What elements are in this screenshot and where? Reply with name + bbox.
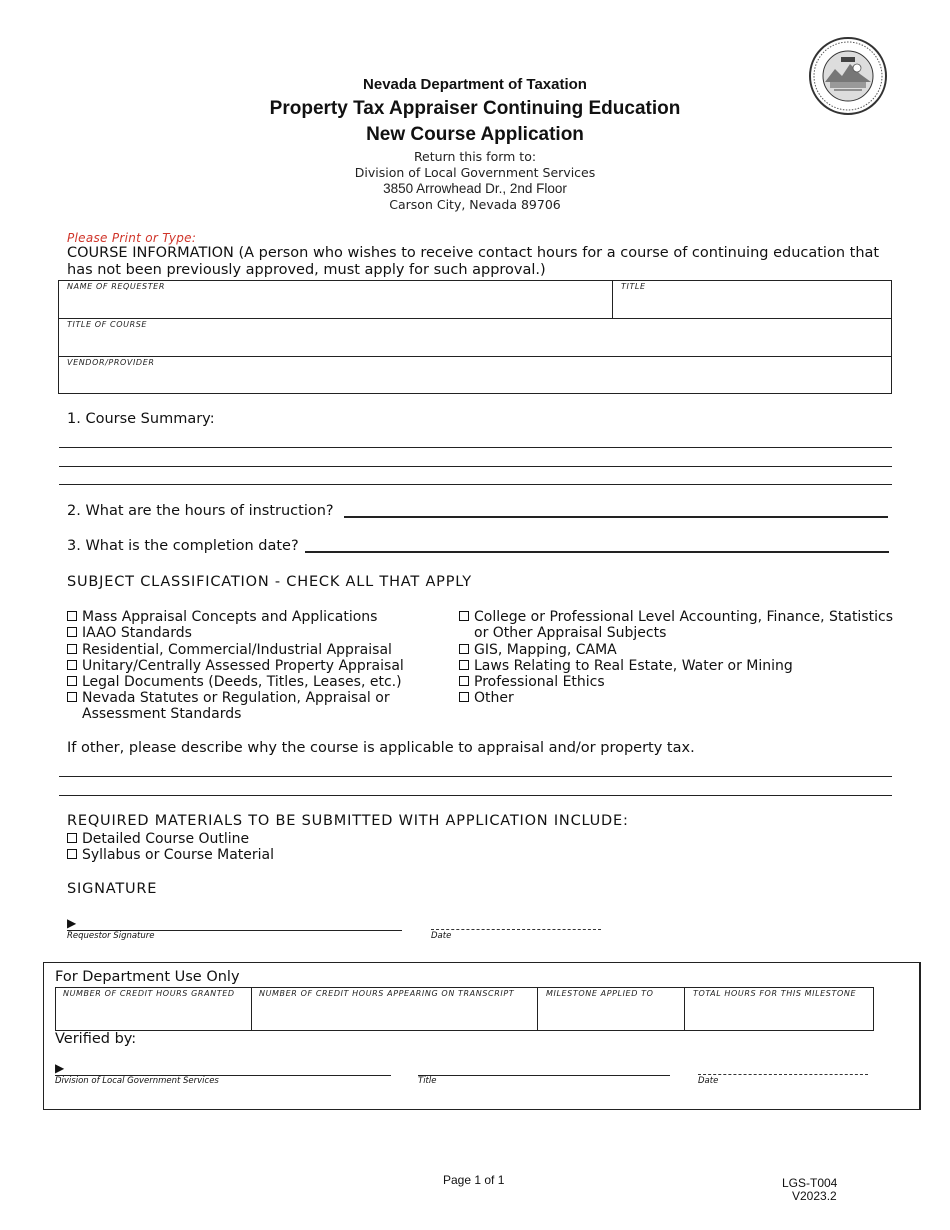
checkbox-item[interactable]: Unitary/Centrally Assessed Property Appraisal [67, 658, 427, 674]
checkbox[interactable] [67, 692, 77, 702]
form-version: V2023.2 [792, 1189, 837, 1203]
checkbox-item[interactable]: Syllabus or Course Material [67, 847, 427, 863]
checkbox-item[interactable]: Laws Relating to Real Estate, Water or Mining [459, 658, 879, 674]
checkbox-item[interactable]: Professional Ethics [459, 674, 879, 690]
page-number: Page 1 of 1 [443, 1173, 505, 1187]
course-summary-label: 1. Course Summary: [67, 411, 215, 427]
vendor-provider-field[interactable] [59, 357, 891, 393]
verifier-title-line[interactable] [418, 1075, 670, 1076]
form-subtitle: New Course Application [366, 124, 584, 145]
title-of-course-field[interactable] [59, 319, 891, 355]
checkbox[interactable] [459, 644, 469, 654]
name-of-requester-label: NAME OF REQUESTER [67, 282, 165, 291]
checkbox-item[interactable]: Other [459, 690, 879, 706]
nevada-state-seal-icon [808, 36, 888, 116]
checkbox[interactable] [67, 676, 77, 686]
checkbox[interactable] [67, 627, 77, 637]
verified-by-label: Verified by: [55, 1031, 137, 1047]
form-title: Property Tax Appraiser Continuing Education [269, 98, 681, 119]
print-note: Please Print or Type: [67, 231, 197, 245]
checkbox-item[interactable]: IAAO Standards [67, 625, 427, 641]
checkbox-item[interactable]: Legal Documents (Deeds, Titles, Leases, etc.) [67, 674, 427, 690]
checkbox[interactable] [459, 660, 469, 670]
checkbox-item[interactable]: GIS, Mapping, CAMA [459, 642, 879, 658]
checkbox[interactable] [67, 833, 77, 843]
checkbox[interactable] [67, 849, 77, 859]
checkbox-item[interactable]: Mass Appraisal Concepts and Applications [67, 609, 427, 625]
return-instructions: Return this form to: [413, 149, 537, 164]
credit-hours-granted-label: NUMBER OF CREDIT HOURS GRANTED [63, 989, 235, 998]
checkbox[interactable] [67, 660, 77, 670]
arrow-icon: ▶ [67, 916, 77, 930]
milestone-applied-label: MILESTONE APPLIED TO [546, 989, 654, 998]
checkbox-item[interactable]: Nevada Statutes or Regulation, Appraisal or Assessment Standards [67, 690, 422, 722]
title-field[interactable] [614, 281, 890, 317]
course-summary-line[interactable] [59, 484, 892, 485]
form-id: LGS-T004 [782, 1176, 838, 1190]
signature-heading: SIGNATURE [67, 881, 158, 897]
verifier-date-line[interactable] [698, 1074, 868, 1075]
credit-hours-transcript-label: NUMBER OF CREDIT HOURS APPEARING ON TRANSCRIPT [259, 989, 515, 998]
signature-date-line[interactable] [431, 929, 601, 930]
required-materials-heading: REQUIRED MATERIALS TO BE SUBMITTED WITH APPLICATION INCLUDE: [67, 813, 629, 829]
completion-date-input-line[interactable] [305, 551, 889, 553]
course-information-heading: COURSE INFORMATION (A person who wishes to receive contact hours for a course of continuing education that has not been previously approved, must apply for such approval.) [67, 245, 880, 278]
vendor-provider-label: VENDOR/PROVIDER [67, 358, 155, 367]
total-hours-label: TOTAL HOURS FOR THIS MILESTONE [693, 989, 857, 998]
other-description-line[interactable] [59, 795, 892, 796]
other-description-line[interactable] [59, 776, 892, 777]
requestor-signature-label: Requestor Signature [67, 931, 155, 941]
signature-date-label: Date [431, 931, 452, 941]
checkbox-item[interactable]: Detailed Course Outline [67, 831, 427, 847]
course-summary-line[interactable] [59, 447, 892, 448]
other-description-prompt: If other, please describe why the course is applicable to appraisal and/or property tax. [67, 740, 695, 756]
title-of-course-label: TITLE OF COURSE [67, 320, 148, 329]
checkbox[interactable] [67, 644, 77, 654]
checkbox[interactable] [459, 611, 469, 621]
completion-date-question: 3. What is the completion date? [67, 538, 299, 554]
checkbox[interactable] [459, 692, 469, 702]
hours-input-line[interactable] [344, 516, 888, 518]
checkbox[interactable] [459, 676, 469, 686]
street-address: 3850 Arrowhead Dr., 2nd Floor [383, 181, 567, 196]
verifier-date-label: Date [698, 1076, 719, 1086]
department-name: Nevada Department of Taxation [363, 76, 587, 93]
verifier-title-label: Title [418, 1076, 437, 1086]
checkbox[interactable] [67, 611, 77, 621]
checkbox-item[interactable]: College or Professional Level Accounting, Finance, Statistics or Other Appraisal Subjects [459, 609, 909, 641]
field-divider [612, 280, 613, 318]
checkbox-item[interactable]: Residential, Commercial/Industrial Appraisal [67, 642, 427, 658]
division-signature-label: Division of Local Government Services [55, 1076, 219, 1086]
subject-classification-heading: SUBJECT CLASSIFICATION - CHECK ALL THAT APPLY [67, 574, 472, 590]
department-use-heading: For Department Use Only [55, 969, 240, 985]
title-label: TITLE [621, 282, 646, 291]
city-address: Carson City, Nevada 89706 [389, 197, 561, 212]
arrow-icon: ▶ [55, 1061, 65, 1075]
hours-question: 2. What are the hours of instruction? [67, 503, 334, 519]
division-name: Division of Local Government Services [354, 165, 596, 180]
course-summary-line[interactable] [59, 466, 892, 467]
